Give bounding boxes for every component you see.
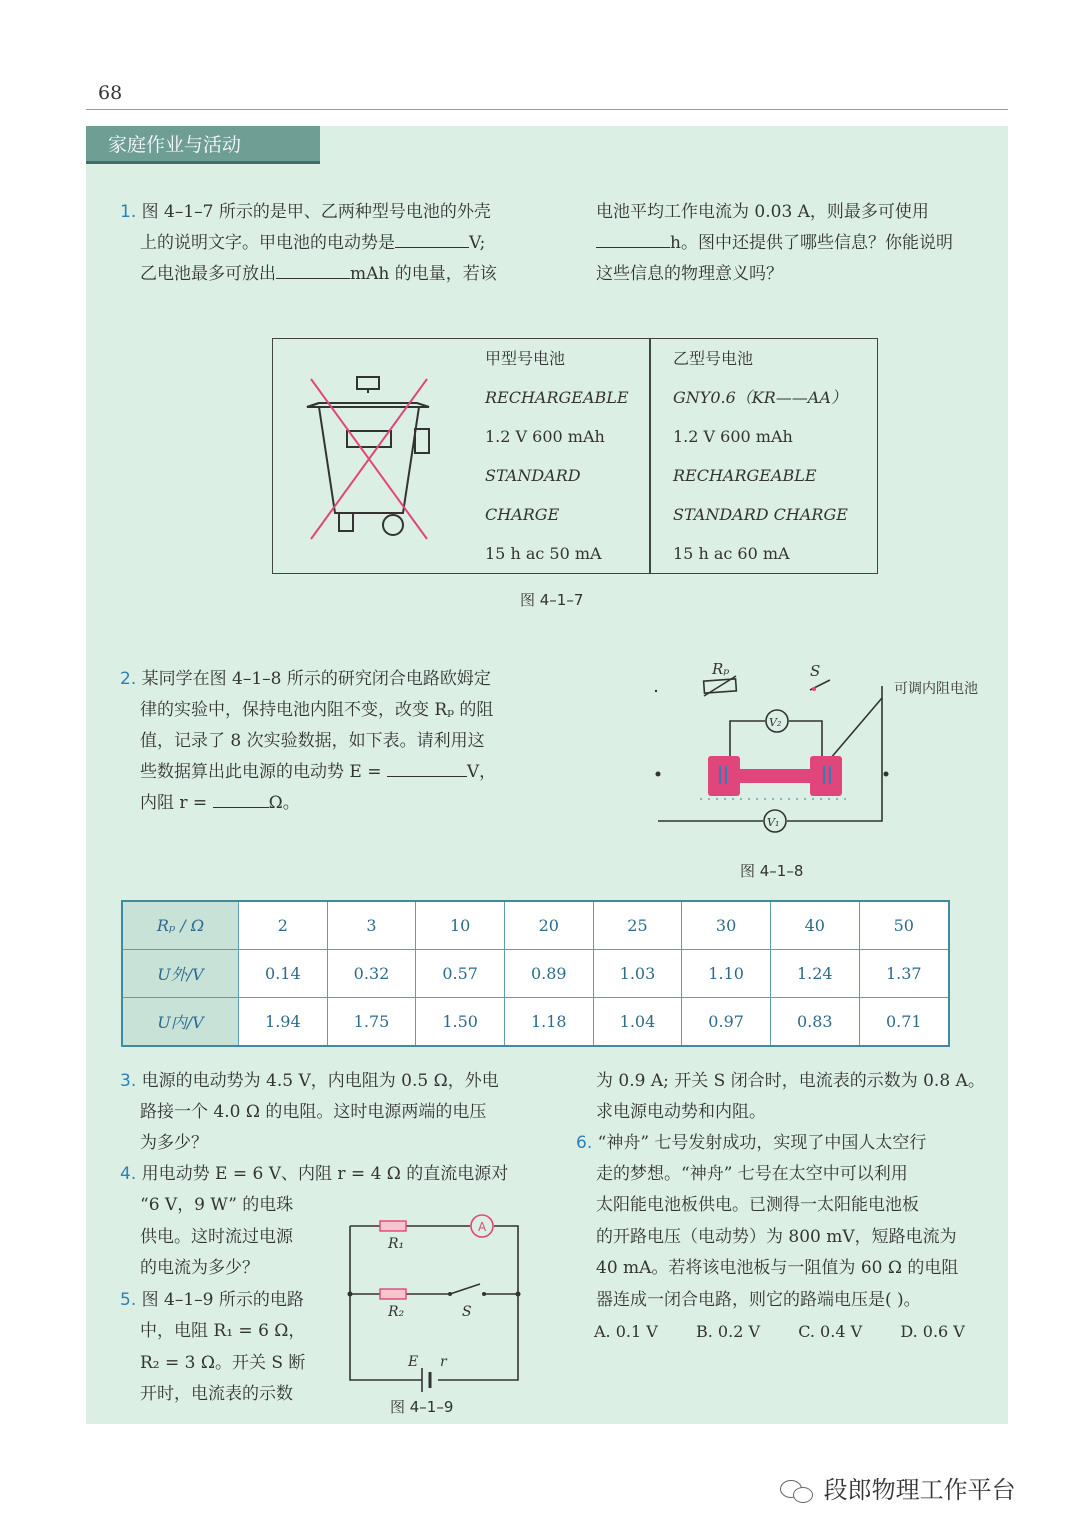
table-cell: 20 [504, 901, 593, 950]
r1-label: R₁ [388, 1236, 405, 1252]
q5-line3: R₂ = 3 Ω。开关 S 断 [140, 1353, 306, 1373]
q2-blank-emf [387, 758, 467, 777]
rp-label: Rₚ [712, 660, 730, 678]
wechat-icon [780, 1478, 816, 1504]
battery-b-column: 乙型号电池 GNY0.6（KR——AA） 1.2 V 600 mAh RECHARGEABLE STANDARD CHARGE 15 h ac 60 mA [673, 339, 848, 573]
q1-blank-charge [276, 260, 350, 279]
battery-a-title: 甲型号电池 [485, 349, 566, 368]
q5-line4: 开时，电流表的示数 [140, 1384, 293, 1404]
q1-blank-emf [395, 229, 469, 248]
q3-line3: 为多少？ [140, 1133, 208, 1153]
table-row [122, 998, 949, 1047]
table-cell: 1.94 [239, 998, 328, 1047]
figure-4-1-8-caption: 图 4–1–8 [740, 862, 804, 880]
q6-line3: 太阳能电池板供电。已测得一太阳能电池板 [596, 1195, 919, 1215]
r2-label: R₂ [388, 1304, 405, 1320]
q6-option-a: A. 0.1 V [594, 1322, 658, 1341]
q6-line1: 6. “神舟” 七号发射成功，实现了中国人太空行 [576, 1133, 927, 1153]
q3-line2: 路接一个 4.0 Ω 的电阻。这时电源两端的电压 [140, 1102, 487, 1122]
table-cell: 3 [327, 901, 416, 950]
battery-label-figure [272, 338, 878, 574]
q2-number: 2. [120, 669, 137, 689]
crossed-bin-icon [299, 373, 439, 545]
circuit-diagram-4-1-8 [650, 656, 1000, 836]
table-row [122, 901, 949, 950]
q6-line5: 40 mA。若将该电池板与一阻值为 60 Ω 的电阻 [596, 1258, 959, 1278]
q5-line1: 5. 图 4–1–9 所示的电路 [120, 1290, 304, 1310]
row-header: U内/V [122, 998, 239, 1047]
figure-4-1-7-caption: 图 4–1–7 [520, 591, 584, 609]
circuit-diagram-4-1-9 [342, 1208, 532, 1398]
q5-right-line2: 求电源电动势和内阻。 [596, 1102, 766, 1122]
q6-line2: 走的梦想。“神舟” 七号在太空中可以利用 [596, 1164, 908, 1184]
table-cell: 1.50 [416, 998, 505, 1047]
q6-number: 6. [576, 1133, 593, 1153]
internal-r-label: r [440, 1354, 447, 1370]
page-number: 68 [98, 82, 123, 104]
section-title: 家庭作业与活动 [86, 126, 320, 164]
q4-line3: 供电。这时流过电源 [140, 1227, 293, 1247]
table-cell: 30 [682, 901, 771, 950]
table-cell: 0.57 [416, 950, 505, 998]
ammeter-label: A [478, 1220, 487, 1234]
emf-label: E [408, 1354, 419, 1370]
table-cell: 2 [239, 901, 328, 950]
q4-line4: 的电流为多少？ [140, 1258, 259, 1278]
row-header: Rₚ / Ω [122, 901, 239, 950]
header-rule [86, 109, 1008, 110]
q5-line2: 中，电阻 R₁ = 6 Ω， [140, 1321, 306, 1341]
q4-number: 4. [120, 1164, 137, 1184]
watermark-text: 段郎物理工作平台 [823, 1476, 1016, 1504]
voltmeter-v1: V₁ [767, 816, 780, 829]
watermark [780, 1470, 1016, 1505]
figure-4-1-9-caption: 图 4–1–9 [390, 1398, 454, 1416]
table-cell: 25 [593, 901, 682, 950]
table-cell: 0.14 [239, 950, 328, 998]
table-cell: 1.75 [327, 998, 416, 1047]
table-cell: 0.89 [504, 950, 593, 998]
q4-line2: “6 V，9 W” 的电珠 [140, 1195, 294, 1215]
measurement-table [121, 900, 950, 1047]
table-cell: 50 [859, 901, 949, 950]
q2-line2: 律的实验中，保持电池内阻不变，改变 Rₚ 的阻 [140, 700, 494, 720]
q6-option-c: C. 0.4 V [798, 1322, 863, 1341]
q2-line1: 2. 某同学在图 4–1–8 所示的研究闭合电路欧姆定 [120, 669, 491, 689]
q3-line1: 3. 电源的电动势为 4.5 V，内电阻为 0.5 Ω，外电 [120, 1071, 499, 1091]
q6-option-d: D. 0.6 V [900, 1322, 965, 1341]
switch-s-label: S [462, 1304, 472, 1320]
q1-line1: 1. 图 4–1–7 所示的是甲、乙两种型号电池的外壳 [120, 202, 491, 222]
table-cell: 0.71 [859, 998, 949, 1047]
adjustable-battery-label: 可调内阻电池 [894, 681, 978, 697]
battery-b-title: 乙型号电池 [673, 349, 754, 368]
switch-label: S [810, 662, 821, 680]
q1-number: 1. [120, 202, 137, 222]
q5-right-line1: 为 0.9 A; 开关 S 闭合时，电流表的示数为 0.8 A。 [596, 1071, 985, 1091]
q1-line3: 乙电池最多可放出 mAh 的电量，若该 [140, 259, 497, 290]
table-cell: 1.04 [593, 998, 682, 1047]
table-row [122, 950, 949, 998]
table-cell: 1.37 [859, 950, 949, 998]
q1-blank-hours [596, 229, 670, 248]
q6-line6: 器连成一闭合电路，则它的路端电压是( )。 [596, 1290, 921, 1310]
q1-right-line2: h。图中还提供了哪些信息？你能说明 [596, 228, 953, 259]
table-cell: 0.83 [770, 998, 859, 1047]
figure-divider [649, 339, 651, 573]
table-cell: 0.97 [682, 998, 771, 1047]
table-cell: 1.10 [682, 950, 771, 998]
q5-number: 5. [120, 1290, 137, 1310]
q2-line3: 值，记录了 8 次实验数据，如下表。请利用这 [140, 731, 485, 751]
q6-options [594, 1316, 965, 1347]
row-header: U外/V [122, 950, 239, 998]
q1-line2: 上的说明文字。甲电池的电动势是 V; [140, 228, 485, 259]
table-cell: 1.24 [770, 950, 859, 998]
battery-a-column: 甲型号电池 RECHARGEABLE 1.2 V 600 mAh STANDARD CHARGE 15 h ac 50 mA [485, 339, 629, 573]
q1-right-line3: 这些信息的物理意义吗？ [596, 264, 783, 284]
table-cell: 1.03 [593, 950, 682, 998]
table-cell: 40 [770, 901, 859, 950]
q3-number: 3. [120, 1071, 137, 1091]
q6-option-b: B. 0.2 V [696, 1322, 761, 1341]
q2-line4: 些数据算出此电源的电动势 E = V， [140, 757, 496, 788]
table-cell: 1.18 [504, 998, 593, 1047]
q4-line1: 4. 用电动势 E = 6 V、内阻 r = 4 Ω 的直流电源对 [120, 1164, 509, 1184]
q2-line5: 内阻 r = Ω。 [140, 788, 300, 819]
voltmeter-v2: V₂ [769, 716, 782, 729]
table-cell: 10 [416, 901, 505, 950]
table-cell: 0.32 [327, 950, 416, 998]
q6-line4: 的开路电压（电动势）为 800 mV，短路电流为 [596, 1227, 957, 1247]
q2-blank-r [213, 789, 269, 808]
q1-right-line1: 电池平均工作电流为 0.03 A，则最多可使用 [596, 202, 929, 222]
